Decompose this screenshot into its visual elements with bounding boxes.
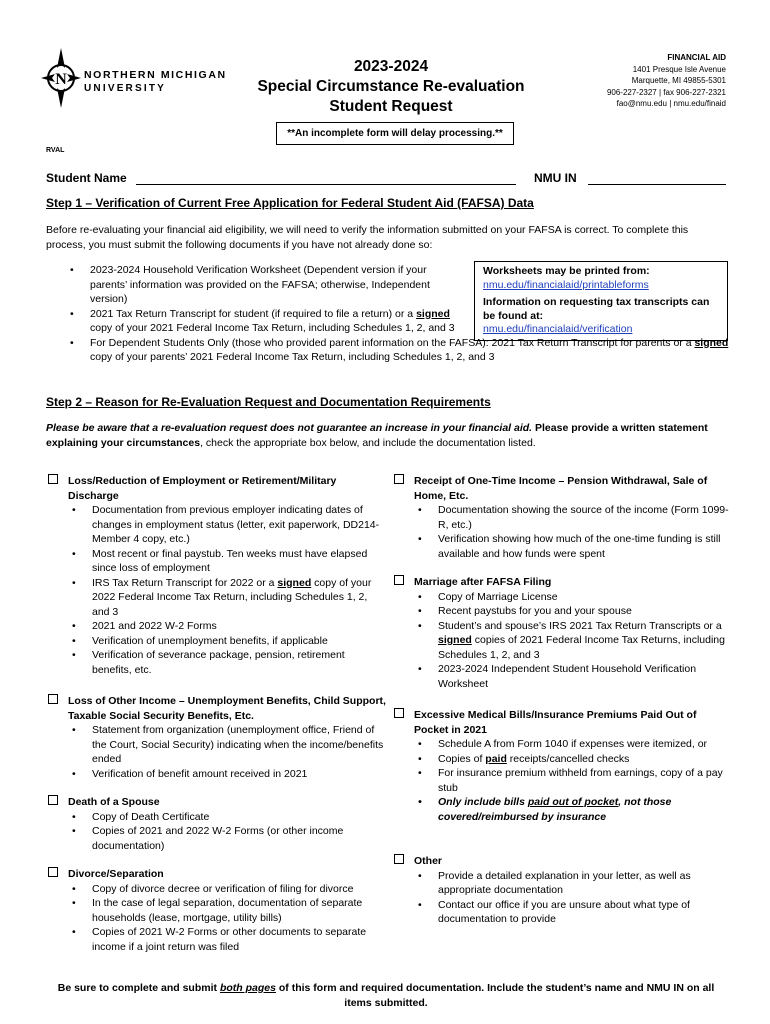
signed-emphasis: signed (694, 336, 729, 349)
list-item: • Verification of severance package, pension, retirement benefits, etc. (68, 648, 386, 677)
list-item: • Only include bills paid out of pocket, not those covered/reimbursed by insurance (414, 795, 730, 824)
other-checkbox[interactable] (394, 854, 404, 864)
list-item: • Copies of 2021 and 2022 W-2 Forms (or other income documentation) (68, 824, 386, 853)
list-item: • Documentation showing the source of the income (Form 1099-R, etc.) (414, 503, 730, 532)
logo-text-line2: UNIVERSITY (84, 83, 167, 94)
loss-employment-checkbox[interactable] (48, 474, 58, 484)
section-other (392, 854, 730, 927)
form-code: RVAL (46, 147, 65, 154)
printable-forms-link[interactable]: nmu.edu/financialaid/printableforms (483, 278, 649, 291)
section-title: Death of a Spouse (68, 796, 160, 808)
one-time-income-checkbox[interactable] (394, 474, 404, 484)
student-info-row (46, 171, 726, 189)
list-item: • Copies of paid receipts/cancelled checks (414, 752, 730, 767)
list-item: • For insurance premium withheld from earnings, copy of a pay stub (414, 766, 730, 795)
nmu-logo (40, 46, 227, 116)
section-one-time-income (392, 474, 730, 561)
divorce-checkbox[interactable] (48, 867, 58, 877)
marriage-checkbox[interactable] (394, 575, 404, 585)
section-divorce (46, 867, 386, 954)
box-heading-transcripts: Information on requesting tax transcripts can be found at: (483, 296, 710, 322)
list-item: • Schedule A from Form 1040 if expenses were itemized, or (414, 737, 730, 752)
list-item: • Contact our office if you are unsure about what type of documentation to provide (414, 898, 730, 927)
worksheet-info-box (474, 261, 728, 341)
section-title: Divorce/Separation (68, 868, 164, 880)
list-item: • Documentation from previous employer indicating dates of changes in employment status (letter, exit paperwork, DD214-Member 4 copy, etc.) (68, 503, 386, 547)
list-item: • Provide a detailed explanation in your letter, as well as appropriate documentation (414, 869, 730, 898)
nmu-in-label: NMU IN (534, 171, 577, 185)
list-item: • Recent paystubs for you and your spouse (414, 604, 730, 619)
list-item: • Most recent or final paystub. Ten weeks must have elapsed since loss of employment (68, 547, 386, 576)
medical-bills-checkbox[interactable] (394, 708, 404, 718)
list-item: • Copy of divorce decree or verification of filing for divorce (68, 882, 386, 897)
list-item: • Verification showing how much of the one-time funding is still available and how funds were spent (414, 532, 730, 561)
nmu-in-field[interactable] (588, 184, 726, 185)
signed-emphasis: signed (416, 307, 450, 320)
section-title: Loss of Other Income – Unemployment Benefits, Child Support, Taxable Social Security Benefits, Etc. (68, 695, 386, 722)
office-address2: Marquette, MI 49855-5301 (631, 76, 726, 85)
form-title (250, 57, 532, 117)
step2-heading: Step 2 – Reason for Re-Evaluation Request and Documentation Requirements (46, 395, 491, 409)
list-item: • Copy of Marriage License (414, 590, 730, 605)
title-line2: Special Circumstance Re-evaluation (257, 78, 525, 95)
list-item: • Copies of 2021 W-2 Forms or other documents to separate income if a joint return was filed (68, 925, 386, 954)
section-marriage (392, 575, 730, 691)
list-item: • IRS Tax Return Transcript for 2022 or a signed copy of your 2022 Federal Income Tax Return, including Schedules 1, 2, and 3 (68, 576, 386, 620)
student-name-label: Student Name (46, 171, 127, 185)
list-item: • For Dependent Students Only (those who provided parent information on the FAFSA): 2021 Tax Return Transcript for parents or a signed copy of your parents’ 2021 Federal Income Tax Return, including Schedules 1, 2, and 3 (66, 336, 730, 365)
compass-n-icon (40, 46, 82, 110)
list-item: • Statement from organization (unemployment office, Friend of the Court, Social Security) indicating when the income/benefits ended (68, 723, 386, 767)
list-item: • In the case of legal separation, documentation of separate households (lease, mortgage, utility bills) (68, 896, 386, 925)
section-loss-employment (46, 474, 386, 677)
step2-intro: Please be aware that a re-evaluation request does not guarantee an increase in your financial aid. Please provide a written statement explaining your circumstances, check the appropriate box below, and include the documentation listed. (46, 422, 708, 449)
list-item: • Verification of benefit amount received in 2021 (68, 767, 386, 782)
section-title: Loss/Reduction of Employment or Retirement/Military Discharge (68, 475, 337, 502)
list-item: • 2023-2024 Independent Student Household Verification Worksheet (414, 662, 730, 691)
section-title: Receipt of One-Time Income – Pension Withdrawal, Sale of Home, Etc. (414, 475, 708, 502)
section-medical-bills (392, 708, 730, 824)
section-title: Marriage after FAFSA Filing (414, 576, 552, 588)
office-phone: 906-227-2327 | fax 906-227-2321 (606, 87, 726, 97)
list-item: • Student’s and spouse’s IRS 2021 Tax Return Transcripts or a signed copies of 2021 Federal Income Tax Returns, including Schedules 1, 2, and 3 (414, 619, 730, 663)
box-heading-worksheets: Worksheets may be printed from: (483, 265, 650, 277)
section-death-of-spouse (46, 795, 386, 853)
logo-text-line1: NORTHERN MICHIGAN (84, 69, 227, 81)
both-pages-emphasis: both pages (219, 982, 276, 994)
verification-link[interactable]: nmu.edu/financialaid/verification (483, 323, 633, 335)
section-title: Excessive Medical Bills/Insurance Premiums Paid Out of Pocket in 2021 (414, 709, 697, 736)
list-item: • 2023-2024 Household Verification Worksheet (Dependent version if your parents’ information was provided on the FAFSA; otherwise, Independent version) (66, 263, 464, 307)
office-address1: 1401 Presque Isle Avenue (632, 64, 726, 74)
office-web: fao@nmu.edu | nmu.edu/finaid (616, 99, 726, 108)
step1-intro: Before re-evaluating your financial aid eligibility, we will need to verify the information submitted on your FAFSA is correct. To complete this process, you must submit the following documents if you have not already done so: (46, 224, 689, 251)
list-item: • Verification of unemployment benefits, if applicable (68, 634, 386, 649)
office-contact-block (607, 52, 726, 110)
title-year: 2023-2024 (353, 58, 429, 75)
student-name-field[interactable] (136, 184, 516, 185)
svg-text:N: N (55, 71, 67, 88)
list-item: • 2021 Tax Return Transcript for student (if required to file a return) or a signed copy of your 2021 Federal Income Tax Return, including Schedules 1, 2, and 3 (66, 307, 464, 336)
list-item: • Copy of Death Certificate (68, 810, 386, 825)
incomplete-warning: **An incomplete form will delay processing.** (276, 122, 514, 145)
submission-footer-note: Be sure to complete and submit both pages of this form and required documentation. Include the student’s name and NMU IN on all items submitted. (57, 982, 715, 1009)
section-loss-other-income (46, 694, 386, 781)
office-title: FINANCIAL AID (667, 53, 726, 62)
list-item: • 2021 and 2022 W-2 Forms (68, 619, 386, 634)
step1-heading: Step 1 – Verification of Current Free Application for Federal Student Aid (FAFSA) Data (46, 196, 534, 210)
loss-other-income-checkbox[interactable] (48, 694, 58, 704)
title-line3: Student Request (329, 98, 453, 115)
death-of-spouse-checkbox[interactable] (48, 795, 58, 805)
section-title: Other (414, 855, 443, 867)
